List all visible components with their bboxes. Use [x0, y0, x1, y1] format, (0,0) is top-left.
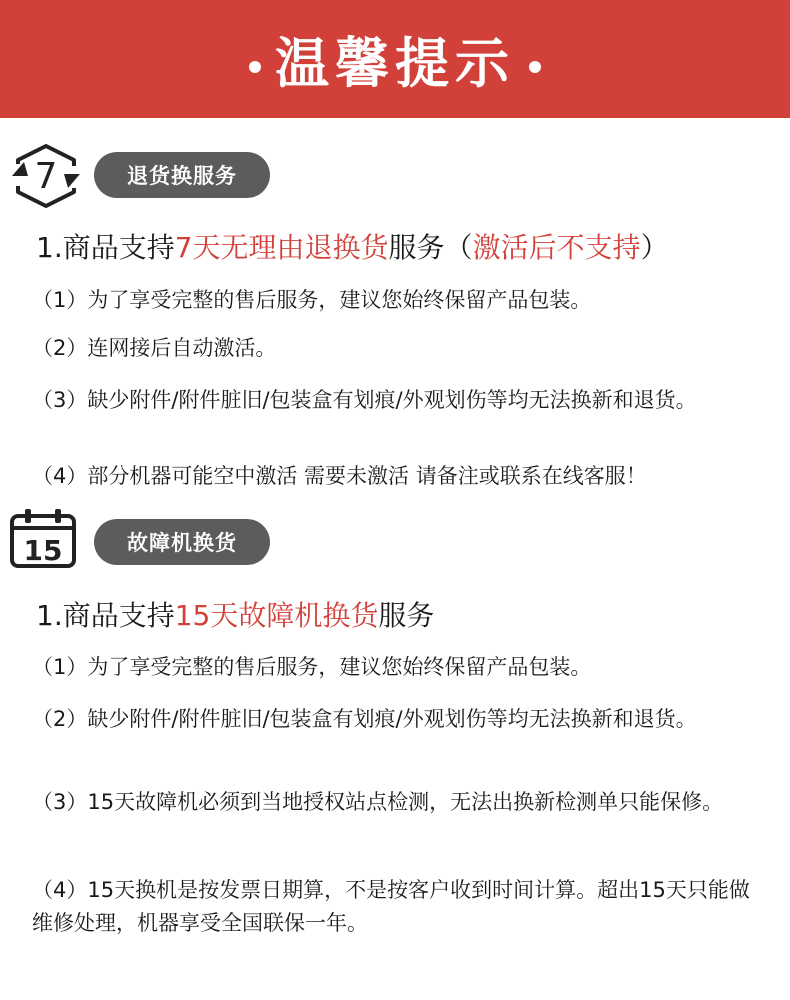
item-number: （3）: [32, 790, 88, 814]
item-number: （2）: [32, 707, 88, 731]
returns-headline: [36, 230, 669, 266]
headline-text: ）: [640, 231, 669, 264]
banner-title-text: 温馨提示: [275, 31, 515, 95]
headline-highlight: 激活后不支持: [472, 231, 641, 264]
list-item: [32, 874, 768, 940]
faulty-exchange-headline: [36, 598, 434, 634]
item-number: （2）: [32, 336, 88, 360]
headline-text: 1.商品支持: [36, 599, 175, 632]
item-number: （4）: [32, 464, 88, 488]
returns-section-label: 退货换服务: [94, 152, 270, 198]
banner-title: [235, 21, 555, 98]
headline-highlight: 15天故障机换货: [174, 599, 379, 632]
list-item: [32, 703, 768, 736]
faulty-exchange-section-label: 故障机换货: [94, 519, 270, 565]
item-text: 部分机器可能空中激活 需要未激活 请备注或联系在线客服！: [87, 464, 647, 488]
list-item: [32, 384, 768, 417]
item-number: （4）: [32, 878, 88, 902]
icon-number: 15: [23, 534, 63, 567]
item-text: 缺少附件/附件脏旧/包装盒有划痕/外观划伤等均无法换新和退货。: [87, 707, 697, 731]
list-item: [32, 651, 768, 684]
list-item: [32, 786, 768, 819]
seven-day-return-icon: [8, 140, 84, 216]
item-text: 15天故障机必须到当地授权站点检测，无法出换新检测单只能保修。: [87, 790, 724, 814]
headline-highlight: 7天无理由退换货: [174, 231, 389, 264]
item-number: （3）: [32, 388, 88, 412]
bullet-dot-left: [249, 61, 261, 73]
item-number: （1）: [32, 655, 88, 679]
list-item: [32, 332, 768, 365]
icon-number: 7: [34, 156, 58, 197]
item-text: 缺少附件/附件脏旧/包装盒有划痕/外观划伤等均无法换新和退货。: [87, 388, 697, 412]
list-item: [32, 284, 768, 317]
item-text: 为了享受完整的售后服务，建议您始终保留产品包装。: [87, 655, 592, 679]
headline-text: 服务: [378, 599, 435, 632]
calendar-15-icon: [8, 506, 80, 574]
item-text: 15天换机是按发票日期算，不是按客户收到时间计算。超出15天只能做维修处理，机器享受全国联保一年。: [32, 878, 750, 935]
item-text: 连网接后自动激活。: [87, 336, 277, 360]
headline-text: 1.商品支持: [36, 231, 175, 264]
list-item: [32, 460, 768, 493]
headline-text: 服务（: [388, 231, 473, 264]
bullet-dot-right: [529, 61, 541, 73]
item-number: （1）: [32, 288, 88, 312]
header-banner: [0, 0, 790, 118]
item-text: 为了享受完整的售后服务，建议您始终保留产品包装。: [87, 288, 592, 312]
